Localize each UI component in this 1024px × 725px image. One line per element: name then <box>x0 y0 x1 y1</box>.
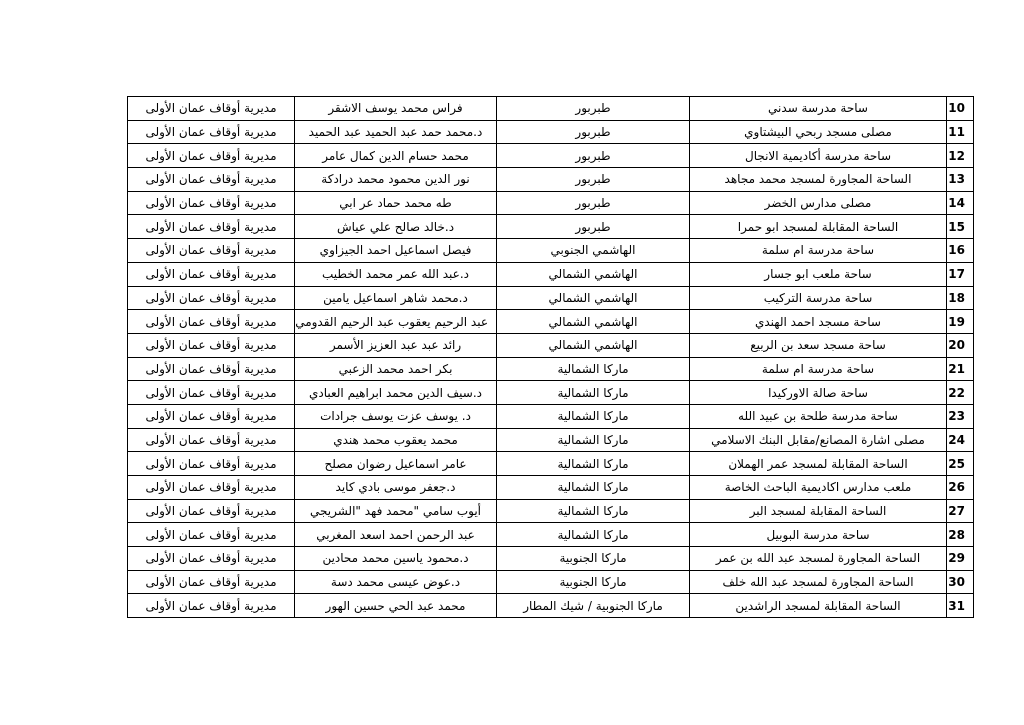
area-cell: طبربور <box>497 191 690 215</box>
place-cell: مصلى مدارس الخضر <box>690 191 947 215</box>
directorate-cell: مديرية أوقاف عمان الأولى <box>128 547 295 571</box>
directorate-cell: مديرية أوقاف عمان الأولى <box>128 239 295 263</box>
place-cell: ساحة مدرسة أكاديمية الانجال <box>690 144 947 168</box>
row-number-cell: 28 <box>947 523 974 547</box>
row-number-cell: 12 <box>947 144 974 168</box>
row-number-cell: 13 <box>947 168 974 192</box>
place-cell: ساحة مدرسة طلحة بن عبيد الله <box>690 404 947 428</box>
row-number-cell: 30 <box>947 570 974 594</box>
table-row <box>128 381 974 405</box>
table-row <box>128 594 974 618</box>
imam-name-cell: د.عوض عيسى محمد دسة <box>295 570 497 594</box>
table-row <box>128 97 974 121</box>
place-cell: الساحة المقابلة لمسجد البر <box>690 499 947 523</box>
imam-name-cell: د.عبد الله عمر محمد الخطيب <box>295 262 497 286</box>
row-number-cell: 15 <box>947 215 974 239</box>
place-cell: ساحة ملعب ابو جسار <box>690 262 947 286</box>
table-row <box>128 357 974 381</box>
area-cell: ماركا الشمالية <box>497 523 690 547</box>
row-number-cell: 16 <box>947 239 974 263</box>
row-number-cell: 23 <box>947 404 974 428</box>
directorate-cell: مديرية أوقاف عمان الأولى <box>128 570 295 594</box>
place-cell: الساحة المجاورة لمسجد محمد مجاهد <box>690 168 947 192</box>
imam-name-cell: رائد عبد عبد العزيز الأسمر <box>295 333 497 357</box>
table-row <box>128 499 974 523</box>
row-number-cell: 31 <box>947 594 974 618</box>
area-cell: ماركا الشمالية <box>497 476 690 500</box>
row-number-cell: 10 <box>947 97 974 121</box>
area-cell: طبربور <box>497 168 690 192</box>
area-cell: ماركا الجنوبية / شيك المطار <box>497 594 690 618</box>
row-number-cell: 29 <box>947 547 974 571</box>
imam-name-cell: د.سيف الدين محمد ابراهيم العبادي <box>295 381 497 405</box>
directorate-cell: مديرية أوقاف عمان الأولى <box>128 215 295 239</box>
area-cell: طبربور <box>497 120 690 144</box>
directorate-cell: مديرية أوقاف عمان الأولى <box>128 594 295 618</box>
imam-name-cell: د. يوسف عزت يوسف جرادات <box>295 404 497 428</box>
table-row <box>128 286 974 310</box>
area-cell: طبربور <box>497 144 690 168</box>
area-cell: الهاشمي الشمالي <box>497 262 690 286</box>
row-number-cell: 19 <box>947 310 974 334</box>
area-cell: طبربور <box>497 215 690 239</box>
row-number-cell: 26 <box>947 476 974 500</box>
directorate-cell: مديرية أوقاف عمان الأولى <box>128 476 295 500</box>
imam-name-cell: أيوب سامي "محمد فهد "الشريجي <box>295 499 497 523</box>
row-number-cell: 21 <box>947 357 974 381</box>
table-row <box>128 239 974 263</box>
row-number-cell: 24 <box>947 428 974 452</box>
row-number-cell: 11 <box>947 120 974 144</box>
table-row <box>128 144 974 168</box>
place-cell: ساحة مسجد سعد بن الربيع <box>690 333 947 357</box>
area-cell: ماركا الجنوبية <box>497 547 690 571</box>
imam-name-cell: د.خالد صالح علي عياش <box>295 215 497 239</box>
table-row <box>128 168 974 192</box>
area-cell: ماركا الشمالية <box>497 499 690 523</box>
imam-name-cell: طه محمد حماد عر ابي <box>295 191 497 215</box>
table-body <box>128 97 974 618</box>
area-cell: ماركا الجنوبية <box>497 570 690 594</box>
area-cell: ماركا الشمالية <box>497 452 690 476</box>
row-number-cell: 14 <box>947 191 974 215</box>
area-cell: الهاشمي الجنوبي <box>497 239 690 263</box>
imam-name-cell: بكر احمد محمد الزعبي <box>295 357 497 381</box>
area-cell: الهاشمي الشمالي <box>497 333 690 357</box>
imam-name-cell: نور الدين محمود محمد درادكة <box>295 168 497 192</box>
table-row <box>128 570 974 594</box>
directorate-cell: مديرية أوقاف عمان الأولى <box>128 168 295 192</box>
imam-name-cell: د.محمد حمد عبد الحميد عبد الحميد <box>295 120 497 144</box>
place-cell: ساحة مدرسة ام سلمة <box>690 357 947 381</box>
place-cell: مصلى اشارة المصانع/مقابل البنك الاسلامي <box>690 428 947 452</box>
table-row <box>128 404 974 428</box>
place-cell: الساحة المجاورة لمسجد عبد الله خلف <box>690 570 947 594</box>
imam-name-cell: محمد حسام الدين كمال عامر <box>295 144 497 168</box>
directorate-cell: مديرية أوقاف عمان الأولى <box>128 357 295 381</box>
row-number-cell: 25 <box>947 452 974 476</box>
row-number-cell: 27 <box>947 499 974 523</box>
directorate-cell: مديرية أوقاف عمان الأولى <box>128 333 295 357</box>
directorate-cell: مديرية أوقاف عمان الأولى <box>128 523 295 547</box>
directorate-cell: مديرية أوقاف عمان الأولى <box>128 452 295 476</box>
directorate-cell: مديرية أوقاف عمان الأولى <box>128 97 295 121</box>
area-cell: الهاشمي الشمالي <box>497 286 690 310</box>
place-cell: ساحة مدرسة سدني <box>690 97 947 121</box>
imam-name-cell: عامر اسماعيل رضوان مصلح <box>295 452 497 476</box>
place-cell: ساحة مدرسة التركيب <box>690 286 947 310</box>
row-number-cell: 18 <box>947 286 974 310</box>
place-cell: ساحة مدرسة ام سلمة <box>690 239 947 263</box>
table-row <box>128 310 974 334</box>
directorate-cell: مديرية أوقاف عمان الأولى <box>128 286 295 310</box>
imam-name-cell: د.محمد شاهر اسماعيل يامين <box>295 286 497 310</box>
area-cell: ماركا الشمالية <box>497 428 690 452</box>
directorate-cell: مديرية أوقاف عمان الأولى <box>128 262 295 286</box>
area-cell: الهاشمي الشمالي <box>497 310 690 334</box>
imam-name-cell: فيصل اسماعيل احمد الجيزاوي <box>295 239 497 263</box>
imam-name-cell: محمد يعقوب محمد هندي <box>295 428 497 452</box>
area-cell: ماركا الشمالية <box>497 404 690 428</box>
table-row <box>128 523 974 547</box>
place-cell: ساحة مدرسة البوبيل <box>690 523 947 547</box>
table-row <box>128 120 974 144</box>
imam-name-cell: عبد الرحيم يعقوب عبد الرحيم القدومي <box>295 310 497 334</box>
table-row <box>128 215 974 239</box>
table-row <box>128 476 974 500</box>
place-cell: ساحة مسجد احمد الهندي <box>690 310 947 334</box>
directorate-cell: مديرية أوقاف عمان الأولى <box>128 381 295 405</box>
directorate-cell: مديرية أوقاف عمان الأولى <box>128 499 295 523</box>
place-cell: الساحة المجاورة لمسجد عبد الله بن عمر <box>690 547 947 571</box>
imam-name-cell: عبد الرحمن احمد اسعد المغربي <box>295 523 497 547</box>
place-cell: الساحة المقابلة لمسجد عمر الهملان <box>690 452 947 476</box>
imam-name-cell: محمد عبد الحي حسين الهور <box>295 594 497 618</box>
place-cell: الساحة المقابلة لمسجد ابو حمرا <box>690 215 947 239</box>
area-cell: ماركا الشمالية <box>497 357 690 381</box>
area-cell: طبربور <box>497 97 690 121</box>
imam-name-cell: د.محمود ياسين محمد محادين <box>295 547 497 571</box>
directorate-cell: مديرية أوقاف عمان الأولى <box>128 428 295 452</box>
directorate-cell: مديرية أوقاف عمان الأولى <box>128 310 295 334</box>
row-number-cell: 22 <box>947 381 974 405</box>
place-cell: الساحة المقابلة لمسجد الراشدين <box>690 594 947 618</box>
place-cell: ملعب مدارس اكاديمية الباحث الخاصة <box>690 476 947 500</box>
table-row <box>128 262 974 286</box>
directorate-cell: مديرية أوقاف عمان الأولى <box>128 144 295 168</box>
table-row <box>128 547 974 571</box>
place-cell: ساحة صالة الاوركيدا <box>690 381 947 405</box>
directorate-cell: مديرية أوقاف عمان الأولى <box>128 404 295 428</box>
directorate-cell: مديرية أوقاف عمان الأولى <box>128 191 295 215</box>
table-row <box>128 428 974 452</box>
table-row <box>128 191 974 215</box>
table-row <box>128 333 974 357</box>
row-number-cell: 20 <box>947 333 974 357</box>
imam-name-cell: فراس محمد يوسف الاشقر <box>295 97 497 121</box>
table-row <box>128 452 974 476</box>
row-number-cell: 17 <box>947 262 974 286</box>
directorate-cell: مديرية أوقاف عمان الأولى <box>128 120 295 144</box>
place-cell: مصلى مسجد ربحي البيشتاوي <box>690 120 947 144</box>
imam-name-cell: د.جعفر موسى بادي كايد <box>295 476 497 500</box>
prayer-sites-table <box>127 96 974 618</box>
area-cell: ماركا الشمالية <box>497 381 690 405</box>
